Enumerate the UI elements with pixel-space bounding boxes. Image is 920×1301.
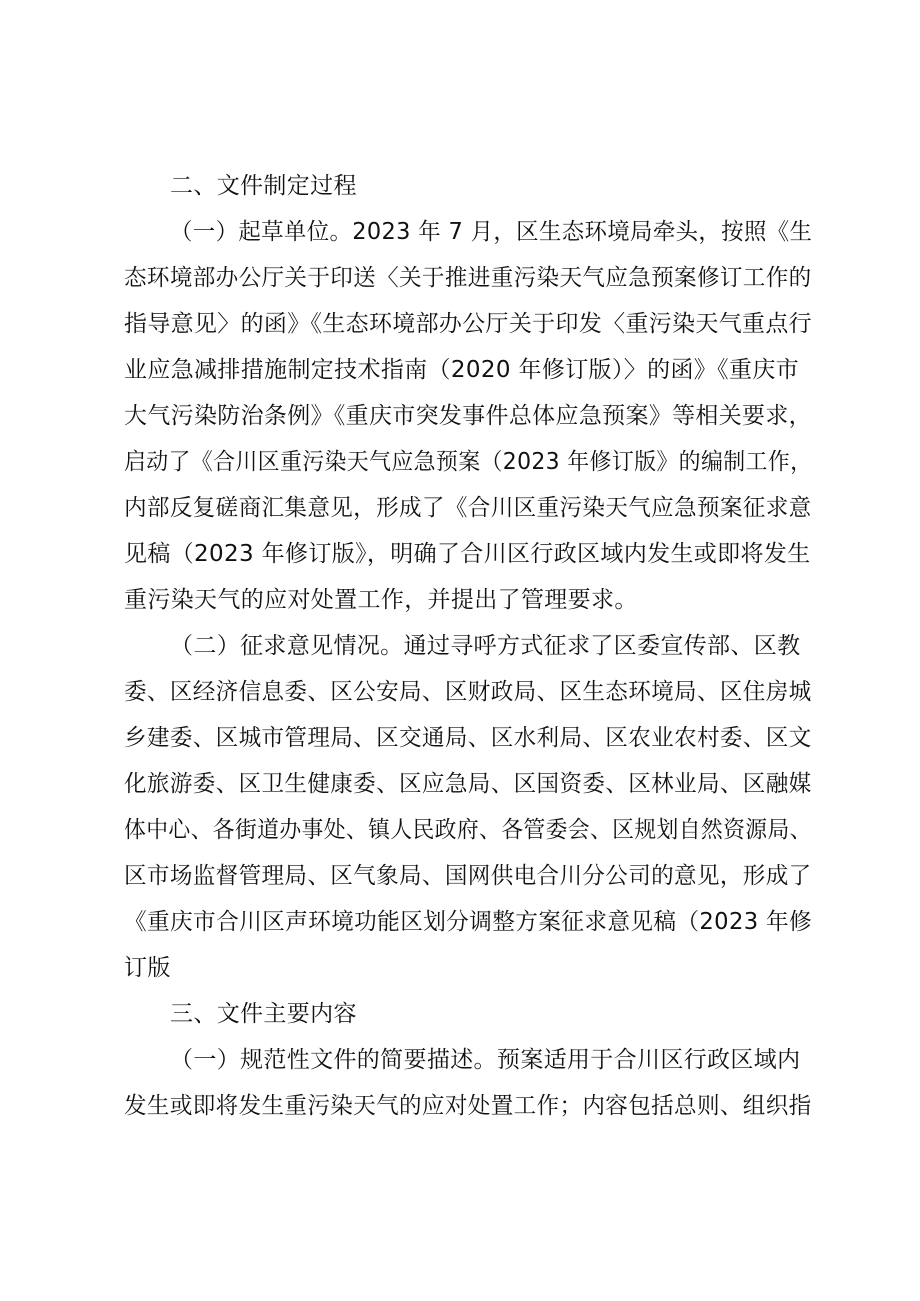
paragraph-line: 态环境部办公厅关于印送〈关于推进重污染天气应急预案修订工作的 [124,265,812,291]
paragraph-line: 化旅游委、区卫生健康委、区应急局、区国资委、区林业局、区融媒 [124,771,812,797]
paragraph-line: 订版 [124,955,171,981]
paragraph-line: 委、区经济信息委、区公安局、区财政局、区生态环境局、区住房城 [124,679,812,705]
paragraph-line: 发生或即将发生重污染天气的应对处置工作；内容包括总则、组织指 [124,1093,812,1119]
paragraph-line: 启动了《合川区重污染天气应急预案（2023 年修订版》的编制工作， [124,449,813,475]
paragraph-line: 乡建委、区城市管理局、区交通局、区水利局、区农业农村委、区文 [124,725,812,751]
paragraph-line: （一）规范性文件的简要描述。预案适用于合川区行政区域内 [170,1047,801,1073]
paragraph-line: 指导意见〉的函》《生态环境部办公厅关于印发〈重污染天气重点行 [124,311,812,337]
paragraph-line: 业应急减排措施制定技术指南（2020 年修订版）〉的函》《重庆市 [124,357,800,383]
section-heading-content: 三、文件主要内容 [170,1001,357,1027]
paragraph-line: 体中心、各街道办事处、镇人民政府、各管委会、区规划自然资源局、 [124,817,812,843]
section-heading-process: 二、文件制定过程 [170,173,357,199]
paragraph-line: 内部反复磋商汇集意见，形成了《合川区重污染天气应急预案征求意 [124,495,812,521]
paragraph-line: （一）起草单位。2023 年 7 月，区生态环境局牵头，按照《生 [170,219,813,245]
paragraph-line: （二）征求意见情况。通过寻呼方式征求了区委宣传部、区教 [170,633,801,659]
paragraph-line: 区市场监督管理局、区气象局、国网供电合川分公司的意见，形成了 [124,863,812,889]
paragraph-line: 重污染天气的应对处置工作，并提出了管理要求。 [124,587,638,613]
paragraph-line: 《重庆市合川区声环境功能区划分调整方案征求意见稿（2023 年修 [124,909,813,935]
paragraph-line: 大气污染防治条例》《重庆市突发事件总体应急预案》等相关要求， [124,403,812,429]
paragraph-line: 见稿（2023 年修订版》，明确了合川区行政区域内发生或即将发生 [124,541,811,567]
